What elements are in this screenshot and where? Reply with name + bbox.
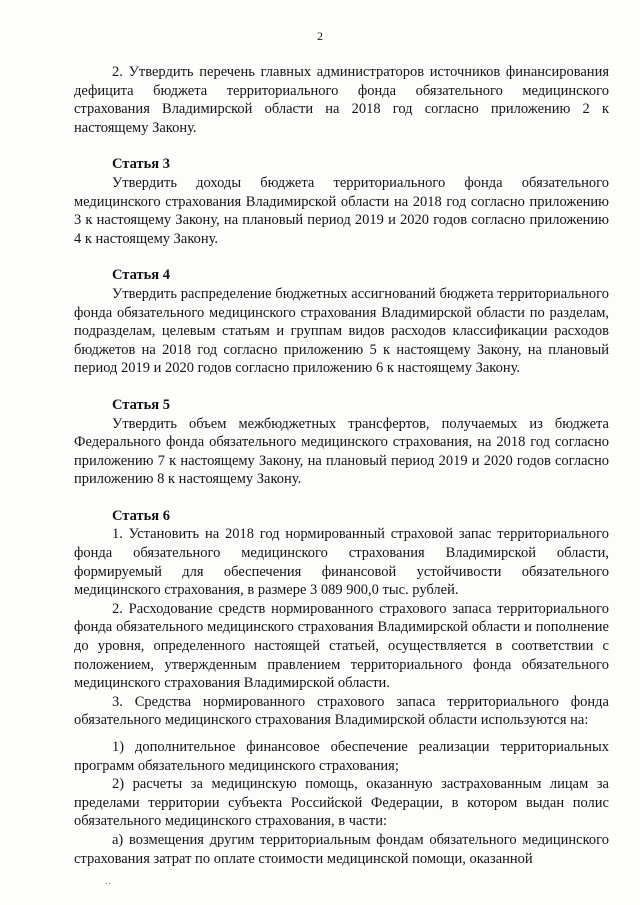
article-6-subitem-2: 2) расчеты за медицинскую помощь, оказанную застрахованным лицам за пределами территории субъекта Российской Федерации, в котором выдан полис обязательного медицинского страхования, в части: bbox=[74, 776, 609, 830]
article-6-subitem-1: 1) дополнительное финансовое обеспечение реализации территориальных программ обязательного медицинского страхования; bbox=[74, 739, 609, 774]
document-body bbox=[74, 63, 609, 868]
article-6-paragraph-2: 2. Расходование средств нормированного страхового запаса территориального фонда обязательного медицинского страхования Владимирской области и пополнение до уровня, определенного настоящей статьей, осуществляется в соответствии с положением, утвержденным правлением территориального фонда обязательного медицинского страхования Владимирской области. bbox=[74, 600, 609, 692]
article-3-heading: Статья 3 bbox=[112, 156, 170, 173]
article-5-heading: Статья 5 bbox=[112, 396, 170, 413]
article-6-heading: Статья 6 bbox=[112, 507, 170, 524]
page-number: 2 bbox=[317, 29, 323, 43]
article-4-heading: Статья 4 bbox=[112, 267, 170, 284]
article-2-item-2: 2. Утвердить перечень главных администраторов источников финансирования дефицита бюджета территориального фонда обязательного медицинского страхования Владимирской области на 2018 год согласно приложению 2 к настоящему Закону. bbox=[74, 64, 609, 136]
article-6-subitem-2a: а) возмещения другим территориальным фондам обязательного медицинского страхования затрат по оплате стоимости медицинской помощи, оказанной bbox=[74, 831, 609, 867]
article-3-text: Утвердить доходы бюджета территориального фонда обязательного медицинского страхования Владимирской области на 2018 год согласно приложению 3 к настоящему Закону, на плановый период 2019 и 2020 годов согласно приложению 4 к настоящему Закону. bbox=[74, 174, 609, 247]
scan-mark: .. bbox=[105, 876, 112, 886]
article-4-text: Утвердить распределение бюджетных ассигнований бюджета территориального фонда обязательного медицинского страхования Владимирской области по разделам, подразделам, целевым статьям и группам видов расходов классификации расходов бюджетов на 2018 год согласно приложению 5 к настоящему Закону, на плановый период 2019 и 2020 годов согласно приложению 6 к настоящему Закону. bbox=[74, 285, 609, 377]
article-6-paragraph-1: 1. Установить на 2018 год нормированный страховой запас территориального фонда обязательного медицинского страхования Владимирской области, формируемый для обеспечения финансовой устойчивости обязательного медицинского страхования, в размере 3 089 900,0 тыс. рублей. bbox=[74, 526, 609, 599]
article-6-paragraph-3: 3. Средства нормированного страхового запаса территориального фонда обязательного медицинского страхования Владимирской области используются на: bbox=[74, 693, 609, 729]
article-5-text: Утвердить объем межбюджетных трансфертов, получаемых из бюджета Федерального фонда обязательного медицинского страхования, на 2018 год согласно приложению 7 к настоящему Закону, на плановый период 2019 и 2020 годов согласно приложению 8 к настоящему Закону. bbox=[74, 415, 609, 488]
